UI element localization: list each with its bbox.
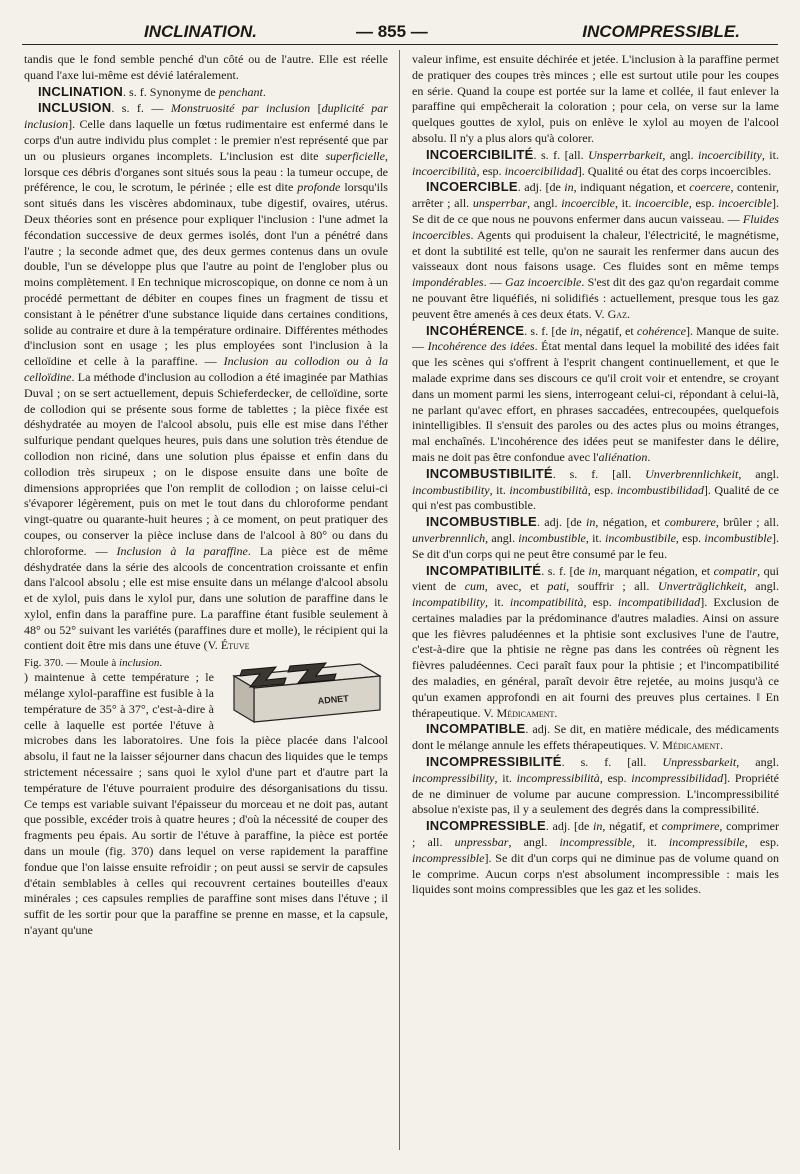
headword: INCLINATION	[38, 83, 124, 99]
left-column: tandis que le fond semble penché d'un côté ou de l'autre. Elle est réelle quand l'axe lui-même est dévié latéralement. INCLINATION. s. f. Synonyme de penchant. INCLUSION. s. f. — Monstruosité par inclusion [duplicité par inclusion]. Celle dans laquelle un fœtus rudimentaire est enfermé dans le corps d'un autre individu plus complet : le premier n'est représenté que par un ou plusieurs organes incomplets. L'inclusion est dite superficielle, lorsque ces débris d'organes sont situés sous la peau : la tumeur occupe, de préférence, le cou, le scrotum, le périnée ; elle est dite profonde lorsqu'ils sont situés dans les viscères abdominaux, tube digestif, ovaires, utérus. Deux théories sont en présence pour expliquer l'inclusion : l'une admet la fécondation successive de deux germes isolés, dont l'un a pénétré dans l'autre ; la seconde admet que, des deux germes contenus dans un ovule double, l'un se développe plus que l'autre au point de l'englober plus ou moins complètement. ‖ En technique microscopique, on donne ce nom à un procédé permettant de débiter en coupes fines un fragment de tissu et consistant à le pénétrer d'une substance liquide dans certaines conditions, solide au contraire et dure à la température ordinaire. Différentes méthodes d'inclusion sont en usage ; les plus employées sont l'inclusion à la celloïdine et celle à la paraffine. — Inclusion au collodion ou à la celloïdine. La méthode d'inclusion au collodion a été imaginée par Mathias Duval ; on se sert actuellement, depuis Schieferdecker, de celloïdine, sorte de collodion qui se présente sous forme de tablettes ; la pièce fixée est déshydratée au moyen de l'alcool absolu, puis elle est mise dans l'éther sulfurique pendant quelques heures, puis dans une solution très étendue de collodion non riciné, dans une solution plus épaisse et enfin dans du collodion très sirupeux ; on le dispose ensuite dans une boîte de dimensions appropriées que l'on remplit de collodion ; on laisse celui-ci s'évaporer légèrement, puis on met le tout dans du chloroforme pendant vingt-quatre ou quarante-huit heures ; à ce moment, on peut pratiquer des coupes, ou conserver la pièce incluse dans de l'alcool à 80° ou dans du chloroforme. — Inclusion à la paraffine. La pièce est de même déshydratée dans la série des alcools de concentration croissante et enfin dans l'alcool absolu ; elle est mise ensuite dans un mélange d'alcool absolu et de xylol, puis dans le xylol pur, dans une solution de paraffine dans le xylol, enfin dans la paraffine pure. La paraffine étant fusible seulement à 48° ou 52° suivant les variétés (paraffines dure et molle), le récipient qui la contient doit être mis dans une étuve (V. Étuve ADNET Fig. 370. — Moule à inclusion. ) maintenue à cette température ; le mélange xylol-paraffine est fusible à la température de 35° à 37°, c'est-à-dire à celle à laquelle est portée l'étuve à microbes dans les laboratoires. Une fois la pièce placée dans l'alcool absolu, il faut ne la laisser séjourner dans chacun des liquides que le temps strictement nécessaire ; sans quoi le xylol d'une part et d'autre part la température de l'étuve pourraient produire des désorganisations du tissu. Ce temps est variable suivant l'épaisseur du morceau et ne doit pas, autant que possible, excéder trois à quatre heures ; d'où la nécessité de couper des fragments peu épais. Au sortir de l'étuve à paraffine, la pièce est portée dans un moule (fig. 370) dans lequel on verse rapidement la paraffine fondue que l'on laisse ensuite refroidir ; on peut aussi se servir de capsules d'étain semblables à celles qui recouvrent certaines bouteilles d'eaux minérales ; ces capsules remplies de paraffine sont mises dans l'étuve ; il suffit de les sortir pour que la paraffine se prenne en masse, et la capsule, n'ayant qu'une	[24, 52, 388, 1152]
headword: INCOERCIBILITÉ	[426, 146, 534, 162]
entry-incombustible: INCOMBUSTIBLE. adj. [de in, négation, et comburere, brûler ; all. unverbrennlich, angl. incombustible, it. incombustibile, esp. incombustible]. Se dit d'un corps qui ne peut être consumé par le feu.	[412, 514, 779, 561]
headword: INCOMPATIBLE	[426, 721, 526, 737]
headword: INCOMBUSTIBLE	[426, 514, 537, 530]
entry-incoercible: INCOERCIBLE. adj. [de in, indiquant négation, et coercere, contenir, arrêter ; all. unsperrbar, angl. incoercible, it. incoercible, esp. incoercible]. Se dit de ce que nous ne pouvons enfermer dans aucun vaisseau. — Fluides incoercibles. Agents qui produisent la chaleur, l'électricité, le magnétisme, et dont la subtilité est telle, qu'on ne saurait les renfermer dans aucun des vaisseaux dont nous faisons usage. Ces fluides sont en même temps impondérables. — Gaz incoercible. S'est dit des gaz qu'on regardait comme ne pouvant être liquéfiés, ni solidifiés : actuellement, presque tous les gaz peuvent être amenés à ces deux états. V. Gaz.	[412, 179, 779, 321]
continued-paragraph: valeur infime, est ensuite déchirée et jetée. L'inclusion à la paraffine permet de pratiquer des coupes très minces ; elle est surtout utile pour les coupes en série. Quand la coupe est portée sur la lame et collée, il faut enlever la paraffine qui empêcherait la coloration ; pour cela, on verse sur la lame quelques gouttes de xylol, puis on enlève le xylol au moyen de l'alcool absolu. Il n'y a plus alors qu'à colorer.	[412, 52, 779, 145]
entry-incompressibilite: INCOMPRESSIBILITÉ. s. f. [all. Unpressbarkeit, angl. incompressibility, it. incompressibilità, esp. incompressibilidad]. Propriété de ne diminuer de volume par aucune compression. L'incompressibilité absolue n'existe pas, il y a seulement des degrés dans la compressibilité.	[412, 754, 779, 817]
entry-incombustibilite: INCOMBUSTIBILITÉ. s. f. [all. Unverbrennlichkeit, angl. incombustibility, it. incombustibilità, esp. incombustibilidad]. Qualité de ce qui n'est pas combustible.	[412, 465, 779, 513]
header-left-word: INCLINATION.	[144, 22, 258, 41]
headword: INCOMBUSTIBILITÉ	[426, 465, 553, 481]
entry-incompressible: INCOMPRESSIBLE. adj. [de in, négatif, et comprimere, comprimer ; all. unpressbar, angl. incompressible, it. incompressibile, esp. incompressible]. Se dit d'un corps qui ne diminue pas de volume quand on le comprime. Aucun corps n'est absolument incompressible : mais les liquides sont moins compressibles que les gaz et les solides.	[412, 818, 779, 897]
headword: INCOERCIBLE	[426, 179, 518, 195]
headword: INCOMPRESSIBILITÉ	[426, 754, 562, 770]
entry-inclusion: INCLUSION. s. f. — Monstruosité par inclusion [duplicité par inclusion]. Celle dans laquelle un fœtus rudimentaire est enfermé dans le corps d'un autre individu plus complet : le premier n'est représenté que par un ou plusieurs organes incomplets. L'inclusion est dite superficielle, lorsque ces débris d'organes sont situés sous la peau : la tumeur occupe, de préférence, le cou, le scrotum, le périnée ; elle est dite profonde lorsqu'ils sont situés dans les viscères abdominaux, tube digestif, ovaires, utérus. Deux théories sont en présence pour expliquer l'inclusion : l'une admet la fécondation successive de deux germes isolés, dont l'un a pénétré dans l'autre ; la seconde admet que, des deux germes contenus dans un ovule double, l'un se développe plus que l'autre au point de l'englober plus ou moins complètement. ‖ En technique microscopique, on donne ce nom à un procédé permettant de débiter en coupes fines un fragment de tissu et consistant à le pénétrer d'une substance liquide dans certaines conditions, solide au contraire et dure à la température ordinaire. Différentes méthodes d'inclusion sont en usage ; les plus employées sont l'inclusion à la celloïdine et celle à la paraffine. — Inclusion au collodion ou à la celloïdine. La méthode d'inclusion au collodion a été imaginée par Mathias Duval ; on se sert actuellement, depuis Schieferdecker, de celloïdine, sorte de collodion qui se présente sous forme de tablettes ; la pièce fixée est déshydratée au moyen de l'alcool absolu, puis elle est mise dans l'éther sulfurique pendant quelques heures, puis dans une solution très étendue de collodion non riciné, dans une solution plus épaisse et enfin dans du collodion très sirupeux ; on le dispose ensuite dans une boîte de dimensions appropriées que l'on remplit de collodion ; on laisse celui-ci s'évaporer légèrement, puis on met le tout dans du chloroforme pendant vingt-quatre ou quarante-huit heures ; à ce moment, on peut pratiquer des coupes, ou conserver la pièce incluse dans de l'alcool à 80° ou dans du chloroforme. — Inclusion à la paraffine. La pièce est de même déshydratée dans la série des alcools de concentration croissante et enfin dans l'alcool absolu ; elle est mise ensuite dans un mélange d'alcool absolu et de xylol, puis dans le xylol pur, dans une solution de paraffine dans le xylol, enfin dans la paraffine pure. La paraffine étant fusible seulement à 48° ou 52° suivant les variétés (paraffines dure et molle), le récipient qui la contient doit être mis dans une étuve (V. Étuve ADNET	[24, 100, 388, 654]
continued-paragraph: tandis que le fond semble penché d'un côté ou de l'autre. Elle est réelle quand l'axe lui-même est dévié latéralement.	[24, 52, 388, 82]
inclusion-mold-illustration	[228, 656, 386, 730]
entry-incompatibilite: INCOMPATIBILITÉ. s. f. [de in, marquant négation, et compatir, qui vient de cum, avec, et pati, souffrir ; all. Unverträglichkeit, angl. incompatibility, it. incompatibilità, esp. incompatibilidad]. Exclusion de certaines maladies par la prédominance d'autres maladies. Ainsi on assure que les fièvres paludéennes et la phtisie sont exclusives l'une de l'autre, c'est-à-dire que la phtisie ne règne pas dans les contrées où règnent les fièvres paludéennes. Ceci paraît faux pour la phtisie ; et l'incompatibilité des maladies, en général, paraît devoir être rejetée, au moins jusqu'à ce qu'un examen approfondi en ait fourni des preuves plus certaines. ‖ En thérapeutique. V. Médicament.	[412, 562, 779, 720]
entry-inclination: INCLINATION. s. f. Synonyme de penchant.	[38, 83, 266, 99]
page-number: — 855 —	[356, 22, 428, 41]
figure-370	[222, 656, 388, 730]
headword: INCOMPRESSIBLE	[426, 818, 546, 834]
headword: INCLUSION	[38, 100, 112, 116]
headword: INCOMPATIBILITÉ	[426, 562, 542, 578]
running-header	[22, 18, 778, 45]
right-column	[412, 52, 779, 1152]
headword: INCOHÉRENCE	[426, 322, 525, 338]
figure-caption: Fig. 370. — Moule à inclusion.	[24, 657, 163, 670]
entry-incoercibilite: INCOERCIBILITÉ. s. f. [all. Unsperrbarkeit, angl. incoercibility, it. incoercibilità, esp. incoercibilidad]. Qualité ou état des corps incoercibles.	[412, 146, 779, 178]
entry-incompatible: INCOMPATIBLE. adj. Se dit, en matière médicale, des médicaments dont le mélange annule les effets thérapeutiques. V. Médicament.	[412, 721, 779, 753]
entry-incoherence: INCOHÉRENCE. s. f. [de in, négatif, et cohérence]. Manque de suite. — Incohérence des idées. État mental dans lequel la mobilité des idées fait que les scènes qui s'offrent à l'esprit changent continuellement, et que le malade exprime dans ses discours ce qu'il croit voir et entendre, se croyant dans un moment parmi les siens, interrogeant celui-ci, répondant à celui-là, ne parlant qu'avec effort, en phrases saccadées, entrecoupées, quelquefois inintelligibles. Il s'ensuit des paroles ou des actes plus ou moins étranges, mal enchaînés. L'incohérence des idées peut se manifester dans le délire, mais ne doit pas être confondue avec l'aliénation.	[412, 322, 779, 464]
mold-maker-label: ADNET	[317, 693, 350, 707]
column-divider	[399, 50, 400, 1150]
header-right-word: INCOMPRESSIBLE.	[582, 22, 740, 41]
